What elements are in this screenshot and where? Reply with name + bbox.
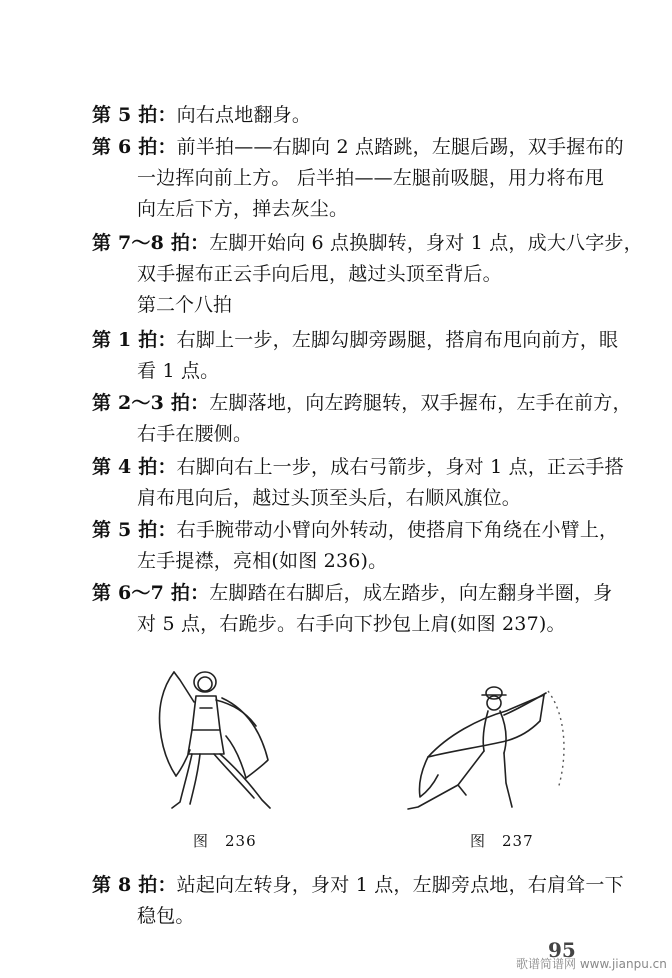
beat-text: 左脚落地，向左跨腿转，双手握布，左手在前方， xyxy=(209,392,632,414)
beat-text: 向左后下方，掸去灰尘。 xyxy=(137,198,349,220)
beat-entry xyxy=(92,578,652,640)
beat-label: 第 4 拍： xyxy=(92,456,177,478)
beat-text: 双手握布正云手向后甩，越过头顶至背后。 xyxy=(137,263,502,285)
figure-237-dancer-illustration xyxy=(388,685,568,815)
page-number: 95 xyxy=(548,938,576,962)
figure-236-dancer-illustration xyxy=(150,668,300,818)
beat-label: 第 7～8 拍： xyxy=(92,232,210,254)
beat-label: 第 5 拍： xyxy=(92,519,177,541)
beat-text: 右手在腰侧。 xyxy=(137,423,253,445)
beat-label: 第 6 拍： xyxy=(92,136,177,158)
beat-label: 第 1 拍： xyxy=(92,329,177,351)
section-subheading: 第二个八拍 xyxy=(137,294,233,316)
beat-entry xyxy=(92,228,652,290)
beat-text: 左脚开始向 6 点换脚转，身对 1 点，成大八字步， xyxy=(209,232,643,254)
beat-text: 右脚上一步，左脚勾脚旁踢腿，搭肩布甩向前方，眼 xyxy=(176,329,619,351)
beat-text: 左脚踏在右脚后，成左踏步，向左翻身半圈，身 xyxy=(209,582,613,604)
beat-entry xyxy=(92,870,652,932)
beat-text: 右脚向右上一步，成右弓箭步，身对 1 点，正云手搭 xyxy=(176,456,624,478)
figure-237-caption: 图 237 xyxy=(470,832,534,850)
beat-text: 看 1 点。 xyxy=(137,360,220,382)
beat-entry xyxy=(92,100,652,131)
watermark: 歌谱简谱网 www.jianpu.cn xyxy=(516,957,667,971)
beat-label: 第 5 拍： xyxy=(92,104,177,126)
beat-entry xyxy=(92,388,652,450)
beat-label: 第 6～7 拍： xyxy=(92,582,210,604)
beat-label: 第 2～3 拍： xyxy=(92,392,210,414)
beat-label: 第 8 拍： xyxy=(92,874,177,896)
beat-entry xyxy=(92,452,652,514)
beat-text: 前半拍——右脚向 2 点踏跳，左腿后踢，双手握布的 xyxy=(176,136,624,158)
beat-text: 肩布甩向后，越过头顶至头后，右顺风旗位。 xyxy=(137,487,522,509)
beat-text: 左手提襟，亮相(如图 236)。 xyxy=(137,550,388,572)
beat-text: 对 5 点，右跪步。右手向下抄包上肩(如图 237)。 xyxy=(137,613,566,635)
beat-text: 右手腕带动小臂向外转动，使搭肩下角绕在小臂上， xyxy=(176,519,619,541)
beat-text: 向右点地翻身。 xyxy=(176,104,312,126)
beat-entry xyxy=(92,132,652,225)
beat-entry xyxy=(92,515,652,577)
beat-text: 一边挥向前上方。 后半拍——左腿前吸腿，用力将布甩 xyxy=(137,167,605,189)
beat-text: 站起向左转身，身对 1 点，左脚旁点地，右肩耸一下 xyxy=(176,874,624,896)
beat-entry xyxy=(92,325,652,387)
beat-text: 稳包。 xyxy=(137,905,195,927)
figure-236-caption: 图 236 xyxy=(193,832,257,850)
